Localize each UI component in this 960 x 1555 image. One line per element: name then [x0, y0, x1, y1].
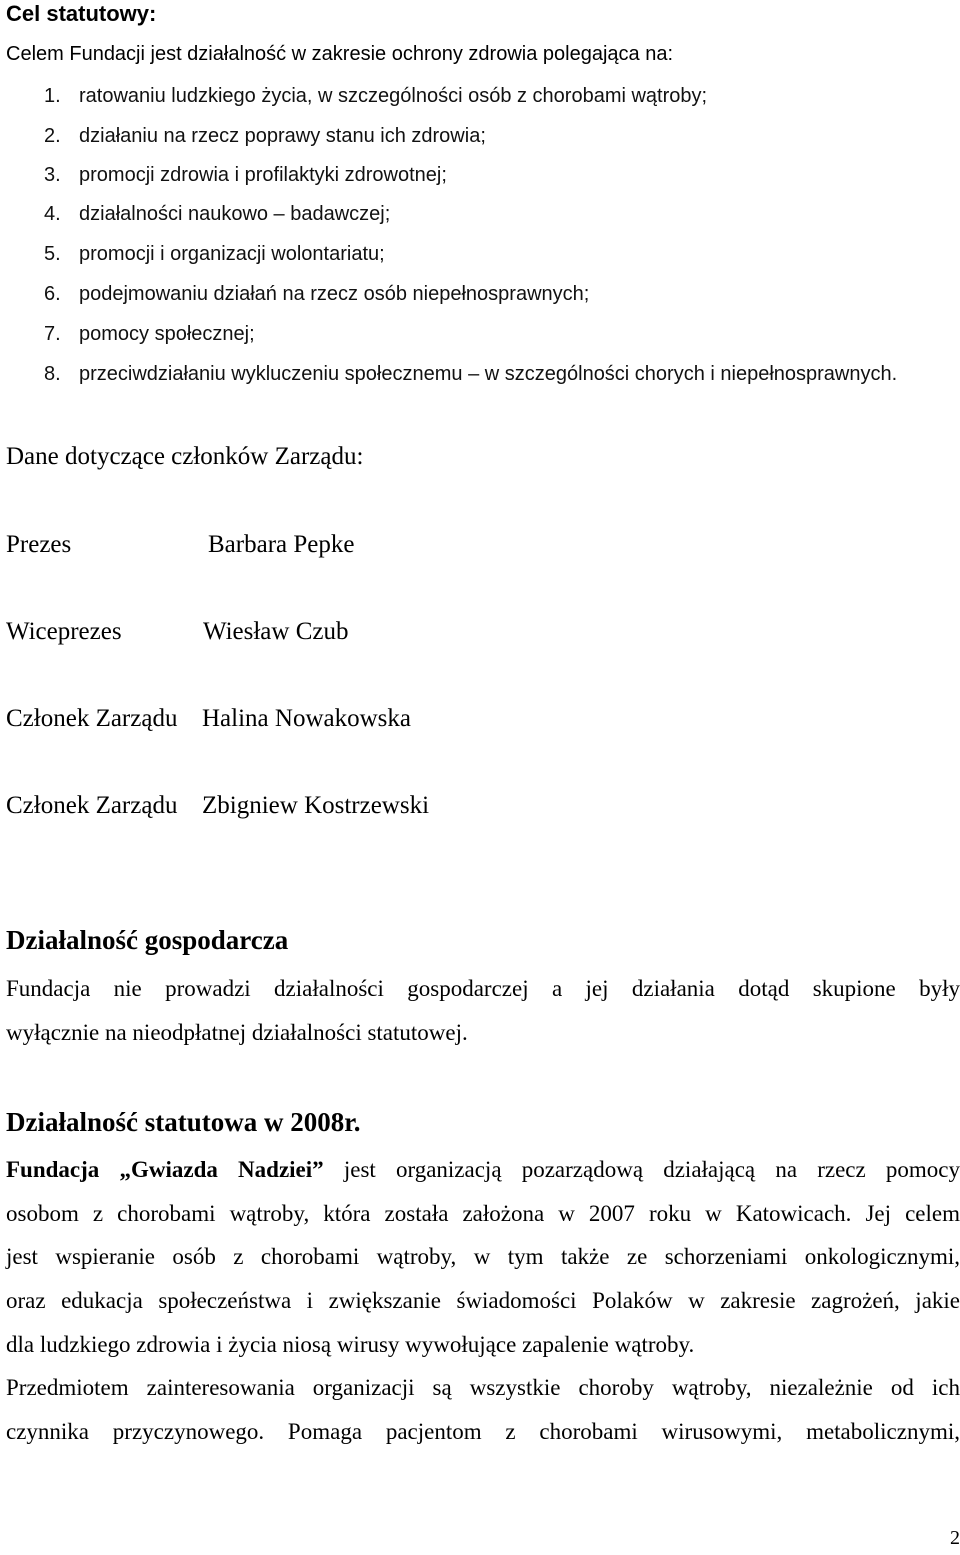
list-item-text: promocji i organizacji wolontariatu;: [79, 243, 385, 265]
paragraph-line: [6, 1155, 960, 1185]
paragraph-line: wyłącznie na nieodpłatnej działalności statutowej.: [6, 1020, 468, 1045]
list-item-text: ratowaniu ludzkiego życia, w szczególności osób z chorobami wątroby;: [79, 85, 708, 107]
paragraph-line: osobom z chorobami wątroby, która została założona w 2007 roku w Katowicach. Jej celem: [6, 1201, 960, 1226]
paragraph-line: jest wspieranie osób z chorobami wątroby, w tym także ze schorzeniami onkologicznymi,: [6, 1244, 960, 1269]
list-item-number: 5.: [44, 243, 61, 265]
list-item-number: 6.: [44, 283, 61, 305]
section-heading-business: Działalność gospodarcza: [6, 925, 289, 955]
list-item: [44, 360, 897, 388]
list-item-text: pomocy społecznej;: [79, 323, 255, 345]
board-member-name: Zbigniew Kostrzewski: [202, 792, 430, 819]
list-item-text: działalności naukowo – badawczej;: [79, 203, 391, 225]
board-member-role: Prezes: [6, 531, 72, 558]
paragraph-line: Fundacja nie prowadzi działalności gospodarczej a jej działania dotąd skupione były: [6, 976, 960, 1001]
list-item-text: przeciwdziałaniu wykluczeniu społecznemu – w szczególności chorych i niepełnosprawnych.: [79, 363, 898, 385]
section-heading-cel-statutowy: Cel statutowy:: [6, 1, 157, 26]
board-member-role: Członek Zarządu: [6, 792, 178, 819]
list-item: [44, 161, 447, 189]
board-member-role: Wiceprezes: [6, 618, 122, 645]
organization-name: Fundacja „Gwiazda Nadziei”: [6, 1157, 324, 1182]
list-item-number: 2.: [44, 125, 61, 147]
board-member-row: [6, 704, 606, 734]
paragraph-text: jest organizacją pozarządową działającą na rzecz pomocy: [343, 1157, 960, 1182]
list-item-text: działaniu na rzecz poprawy stanu ich zdrowia;: [79, 125, 486, 147]
list-item-number: 4.: [44, 203, 61, 225]
section-intro: Celem Fundacji jest działalność w zakresie ochrony zdrowia polegająca na:: [6, 43, 674, 65]
list-item: [44, 122, 486, 150]
list-item-number: 7.: [44, 323, 61, 345]
list-item-number: 3.: [44, 164, 61, 186]
board-member-name: Halina Nowakowska: [202, 705, 411, 732]
board-member-role: Członek Zarządu: [6, 705, 178, 732]
list-item-number: 8.: [44, 363, 61, 385]
board-member-row: [6, 617, 606, 647]
paragraph-line: oraz edukacja społeczeństwa i zwiększanie świadomości Polaków w zakresie zagrożeń, jakie: [6, 1288, 960, 1313]
paragraph-line: dla ludzkiego zdrowia i życia niosą wirusy wywołujące zapalenie wątroby.: [6, 1332, 695, 1357]
paragraph-line: czynnika przyczynowego. Pomaga pacjentom z chorobami wirusowymi, metabolicznymi,: [6, 1419, 960, 1444]
list-item-text: podejmowaniu działań na rzecz osób niepełnosprawnych;: [79, 283, 590, 305]
list-item-number: 1.: [44, 85, 61, 107]
board-member-row: [6, 530, 606, 560]
list-item: [44, 200, 390, 228]
section-heading-board: Dane dotyczące członków Zarządu:: [6, 443, 364, 470]
list-item: [44, 82, 707, 110]
board-member-name: Barbara Pepke: [208, 531, 355, 558]
board-member-row: [6, 791, 606, 821]
board-member-name: Wiesław Czub: [203, 618, 349, 645]
list-item-text: promocji zdrowia i profilaktyki zdrowotnej;: [79, 164, 447, 186]
list-item: [44, 320, 255, 348]
list-item: [44, 240, 385, 268]
paragraph-line: Przedmiotem zainteresowania organizacji są wszystkie choroby wątroby, niezależnie od ich: [6, 1375, 960, 1400]
page-number: 2: [950, 1527, 960, 1549]
section-heading-statutory: Działalność statutowa w 2008r.: [6, 1107, 361, 1137]
list-item: [44, 280, 589, 308]
